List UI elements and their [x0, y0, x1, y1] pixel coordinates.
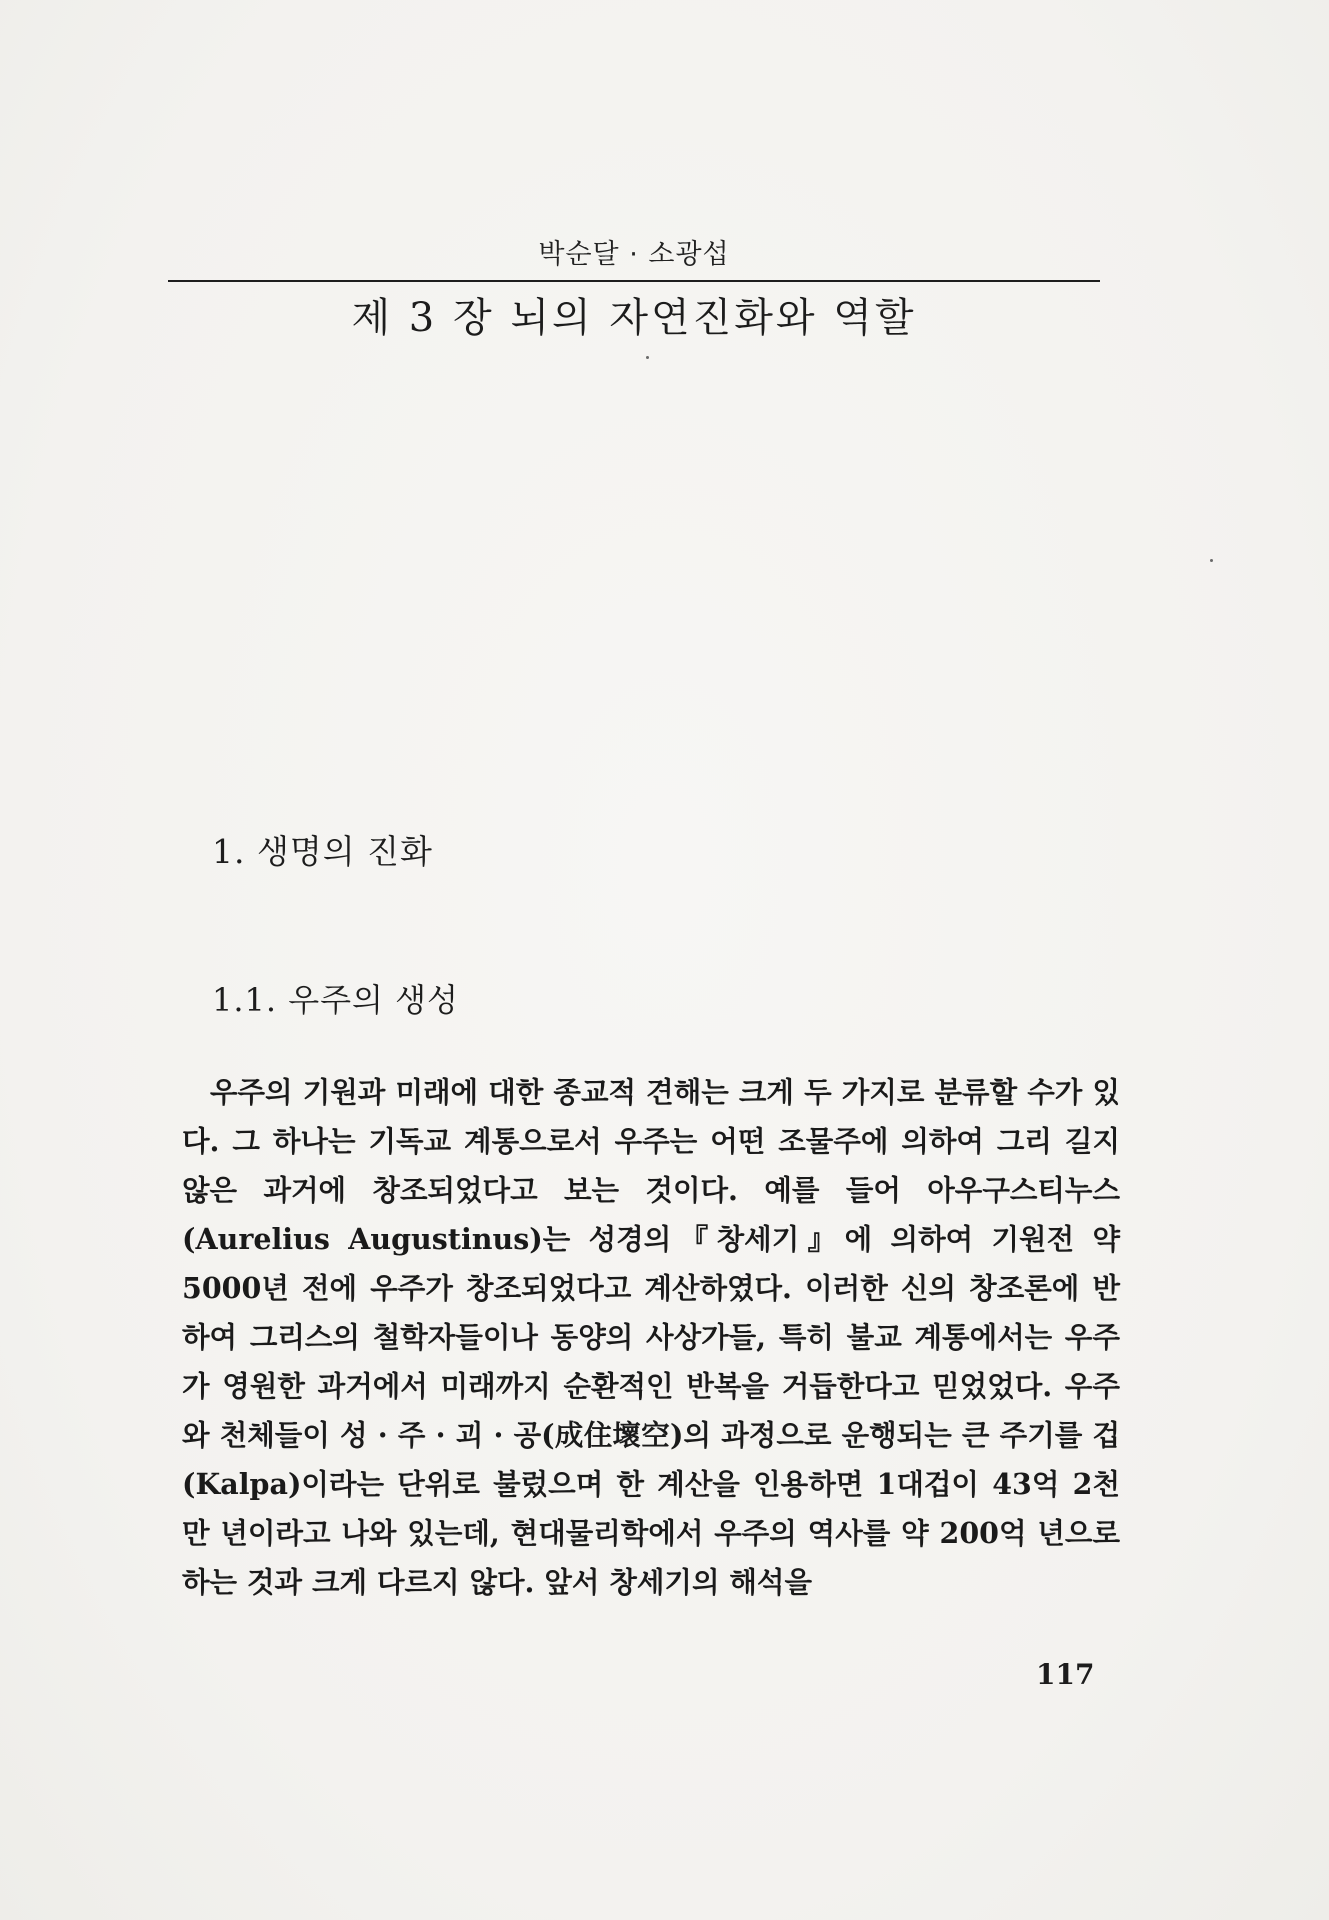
header-rule [168, 280, 1100, 282]
section-title: 1. 생명의 진화 [212, 832, 433, 871]
page-number: 117 [1036, 1658, 1095, 1691]
speck-mark [1210, 559, 1213, 562]
speck-mark [646, 356, 649, 359]
body-paragraph: 우주의 기원과 미래에 대한 종교적 견해는 크게 두 가지로 분류할 수가 있다. 그 하나는 기독교 계통으로서 우주는 어떤 조물주에 의하여 그리 길지 않은 과거에 창조되었다고 보는 것이다. 예를 들어 아우구스티누스(Aurelius Augustinus)는 성경의『창세기』에 의하여 기원전 약 5000년 전에 우주가 창조되었다고 계산하였다. 이러한 신의 창조론에 반하여 그리스의 철학자들이나 동양의 사상가들, 특히 불교 계통에서는 우주가 영원한 과거에서 미래까지 순환적인 반복을 거듭한다고 믿었었다. 우주와 천체들이 성 · 주 · 괴 · 공(成住壞空)의 과정으로 운행되는 큰 주기를 겁(Kalpa)이라는 단위로 불렀으며 한 계산을 인용하면 1대겁이 43억 2천만 년이라고 나와 있는데, 현대물리학에서 우주의 역사를 약 200억 년으로 하는 것과 크게 다르지 않다. 앞서 창세기의 해석을 [182, 1075, 1120, 1599]
running-head: 박순달 · 소광섭 [538, 239, 730, 270]
chapter-title: 제 3 장 뇌의 자연진화와 역할 [351, 295, 917, 341]
subsection-title: 1.1. 우주의 생성 [212, 981, 459, 1019]
